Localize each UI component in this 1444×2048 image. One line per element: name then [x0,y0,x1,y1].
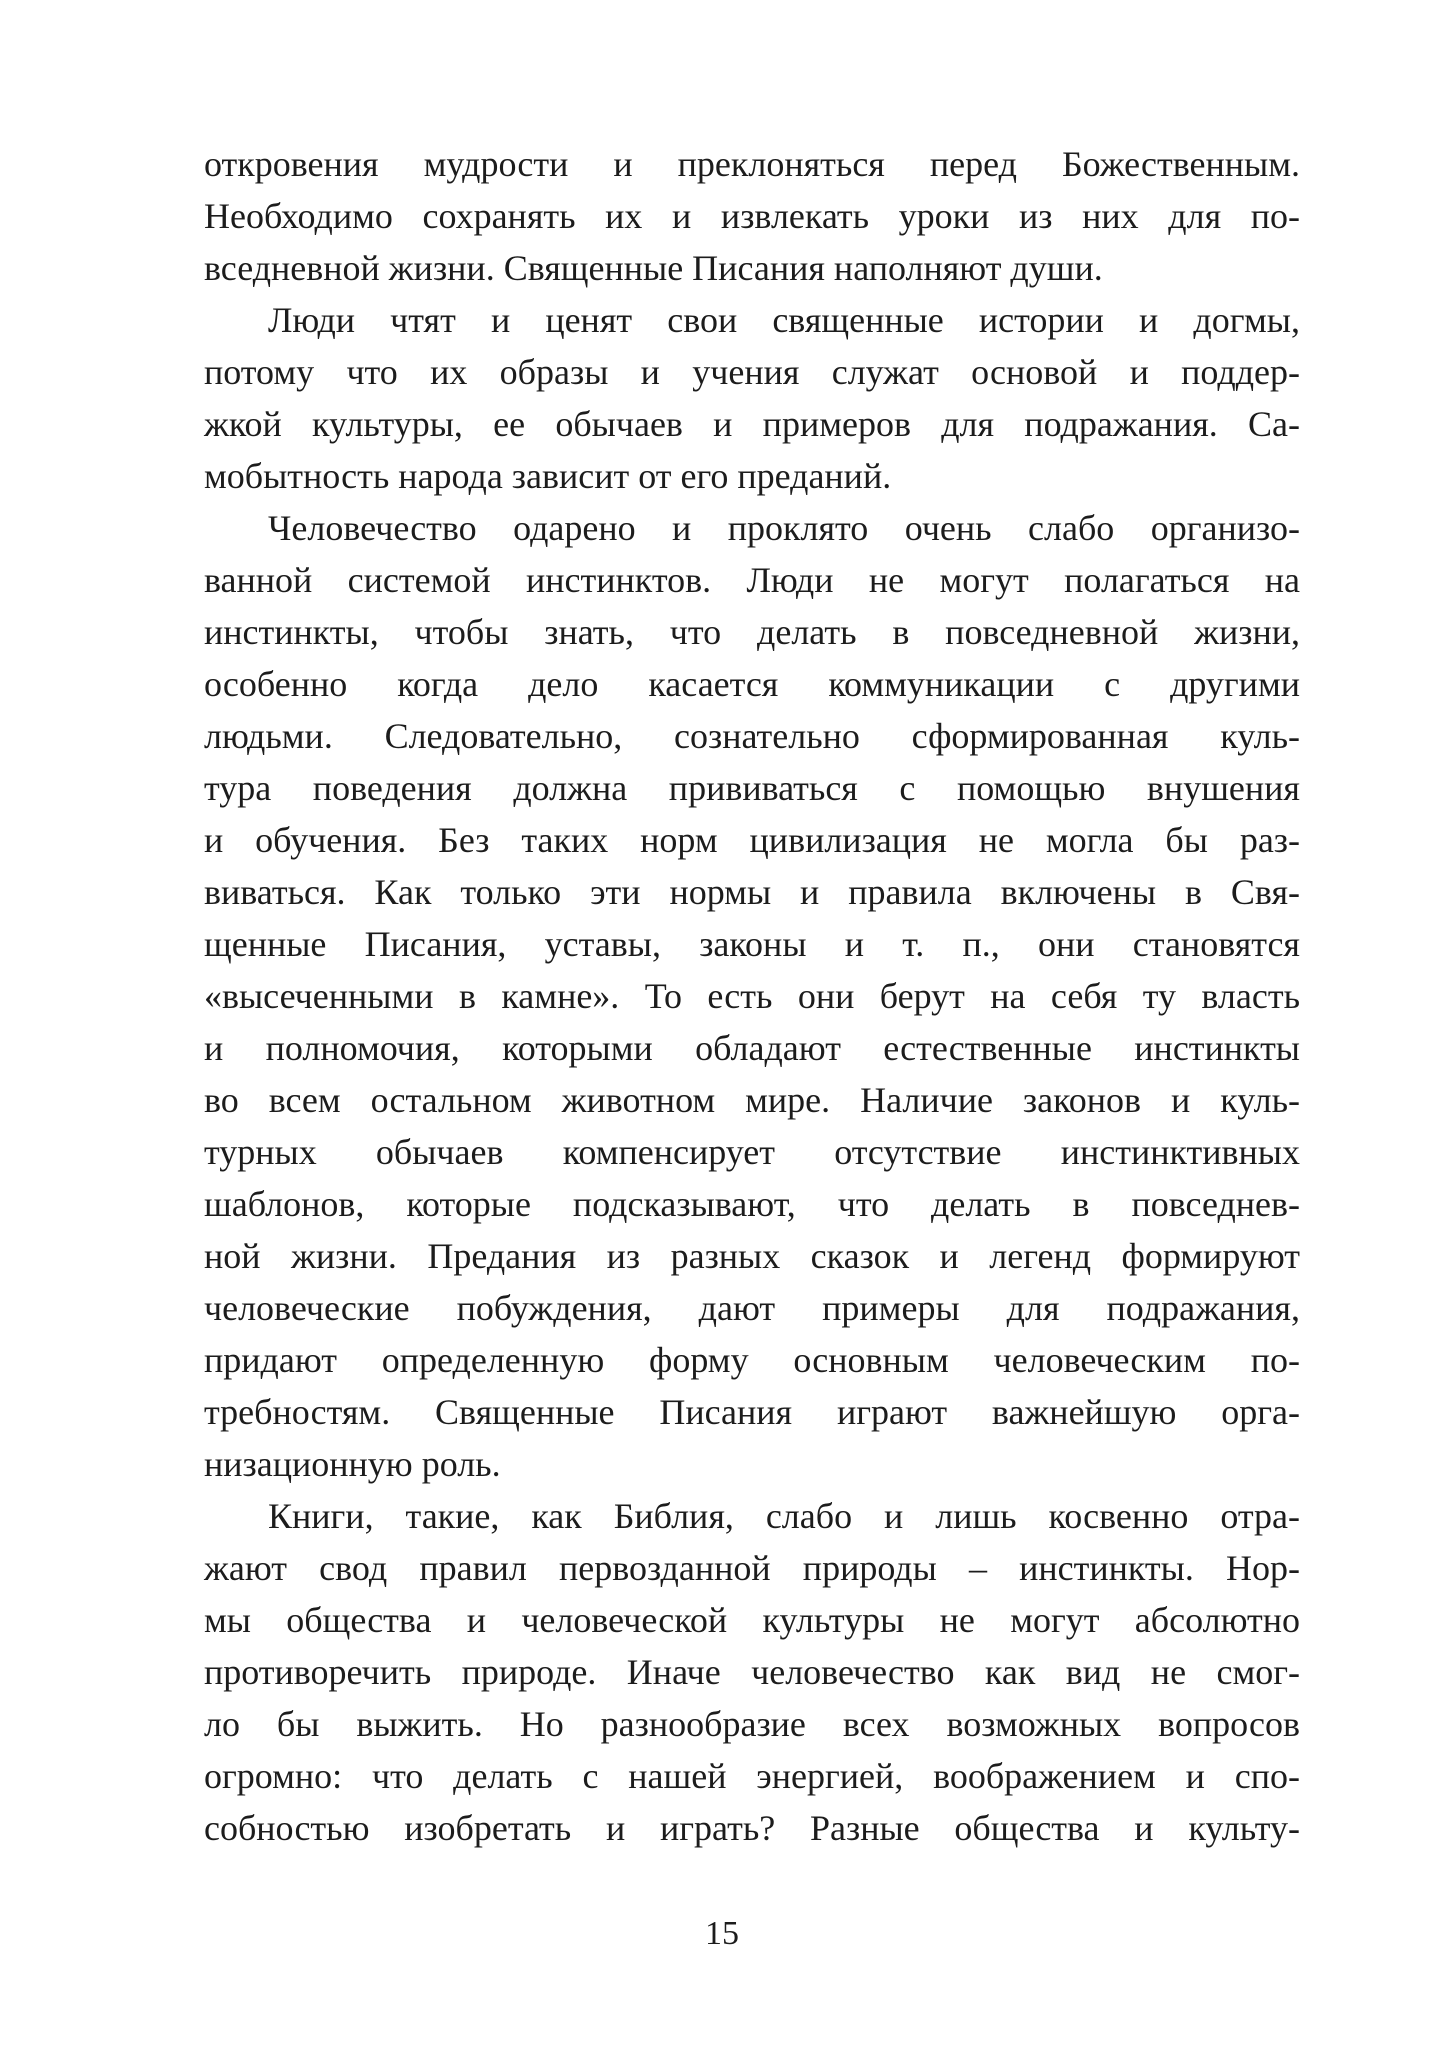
text-line: и полномочия, которыми обладают естественные инстинкты [204,1028,1300,1068]
text-line: придают определенную форму основным человеческим по- [204,1340,1300,1380]
text-line: жкой культуры, ее обычаев и примеров для подражания. Са- [204,404,1300,444]
text-line: мы общества и человеческой культуры не могут абсолютно [204,1600,1300,1640]
text-line: человеческие побуждения, дают примеры для подражания, [204,1288,1300,1328]
text-line: ванной системой инстинктов. Люди не могут полагаться на [204,560,1300,600]
paragraph [204,138,1300,294]
text-line: инстинкты, чтобы знать, что делать в повседневной жизни, [204,612,1300,652]
body-text [204,138,1300,1854]
text-line: Необходимо сохранять их и извлекать уроки из них для по- [204,196,1300,236]
text-line: Человечество одарено и проклято очень слабо организо- [268,508,1300,548]
text-line: собностью изобретать и играть? Разные общества и культу- [204,1808,1300,1848]
text-line: жают свод правил первозданной природы – инстинкты. Нор- [204,1548,1300,1588]
text-line: требностям. Священные Писания играют важнейшую орга- [204,1392,1300,1432]
text-line: «высеченными в камне». То есть они берут на себя ту власть [204,976,1300,1016]
text-line: мобытность народа зависит от его преданий. [204,456,892,496]
text-line: ло бы выжить. Но разнообразие всех возможных вопросов [204,1704,1300,1744]
text-line: Книги, такие, как Библия, слабо и лишь косвенно отра- [268,1496,1300,1536]
text-line: низационную роль. [204,1444,501,1484]
text-line: противоречить природе. Иначе человечество как вид не смог- [204,1652,1300,1692]
page-number: 15 [705,1915,739,1952]
text-line: ной жизни. Предания из разных сказок и легенд формируют [204,1236,1300,1276]
text-line: Люди чтят и ценят свои священные истории и догмы, [268,300,1300,340]
text-line: турных обычаев компенсирует отсутствие инстинктивных [204,1132,1300,1172]
paragraph [204,1490,1300,1854]
text-line: щенные Писания, уставы, законы и т. п., они становятся [204,924,1300,964]
text-line: вседневной жизни. Священные Писания наполняют души. [204,248,1103,288]
text-line: виваться. Как только эти нормы и правила включены в Свя- [204,872,1300,912]
paragraph [204,502,1300,1490]
text-line: огромно: что делать с нашей энергией, воображением и спо- [204,1756,1300,1796]
text-line: тура поведения должна прививаться с помощью внушения [204,768,1300,808]
text-line: шаблонов, которые подсказывают, что делать в повседнев- [204,1184,1300,1224]
text-line: во всем остальном животном мире. Наличие законов и куль- [204,1080,1300,1120]
paragraph [204,294,1300,502]
text-line: откровения мудрости и преклоняться перед Божественным. [204,144,1300,184]
text-line: и обучения. Без таких норм цивилизация не могла бы раз- [204,820,1300,860]
text-line: особенно когда дело касается коммуникации с другими [204,664,1300,704]
text-line: людьми. Следовательно, сознательно сформированная куль- [204,716,1300,756]
text-line: потому что их образы и учения служат основой и поддер- [204,352,1300,392]
